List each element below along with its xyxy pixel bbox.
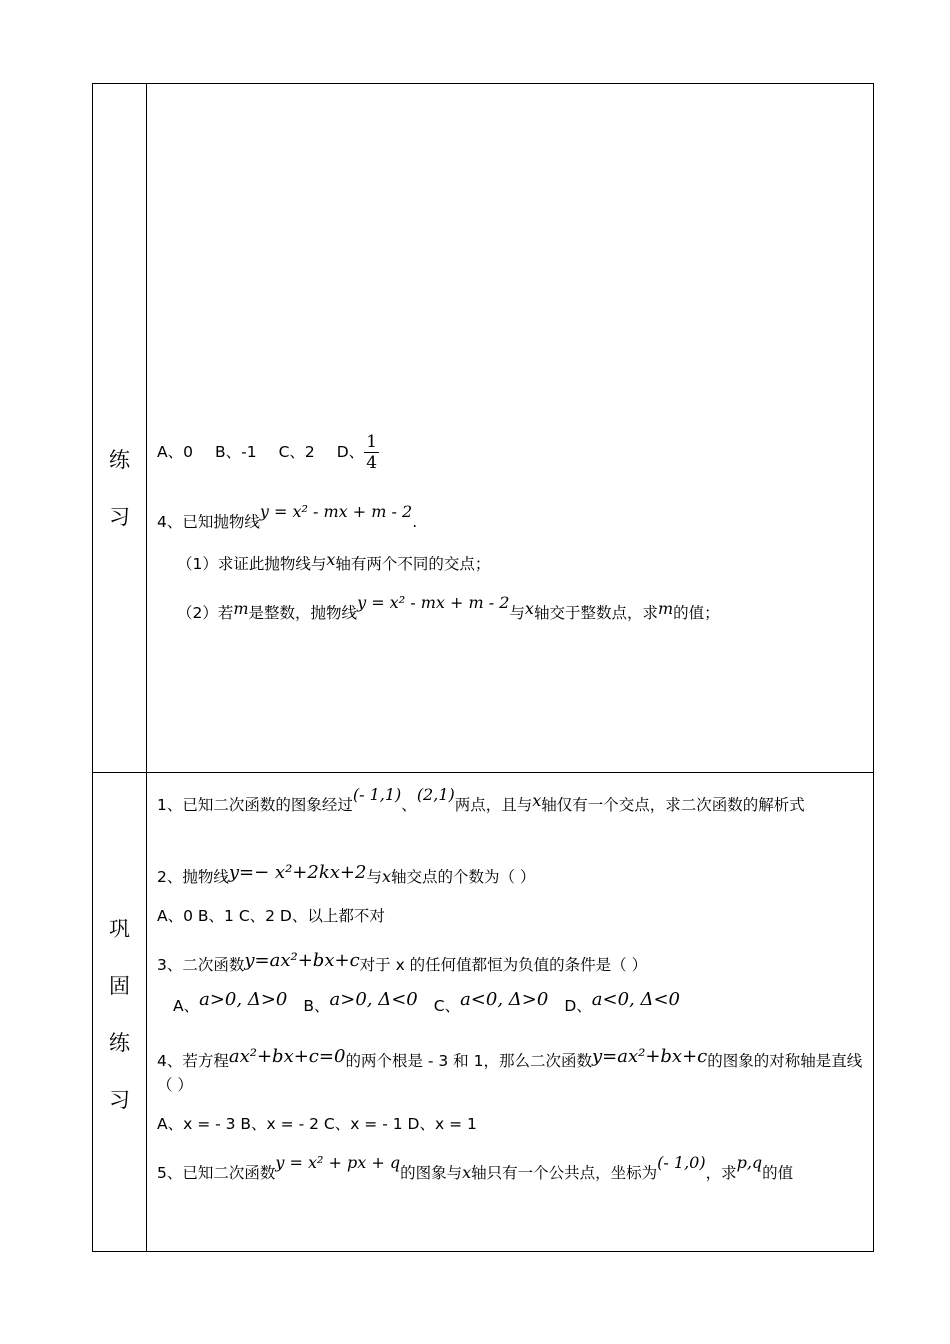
option-a: A、0 xyxy=(157,443,193,461)
option-b: a>0, Δ<0 xyxy=(329,989,418,1010)
q1-text: 1、已知二次函数的图象经过 xyxy=(157,796,353,814)
quadratic-formula: y=ax²+bx+c xyxy=(244,950,360,971)
consolidate-label-cell xyxy=(93,773,147,1252)
q4-text: 4、若方程 xyxy=(157,1052,229,1070)
worksheet-table xyxy=(92,83,874,1252)
practice-q4-intro xyxy=(157,502,863,534)
consolidate-q1 xyxy=(157,785,863,817)
var-x: x xyxy=(326,550,336,569)
vars-pq: p,q xyxy=(736,1153,763,1172)
q4-p1-text-end: 轴有两个不同的交点； xyxy=(335,555,491,573)
consolidate-q3 xyxy=(157,950,863,977)
q4-end: . xyxy=(412,513,418,531)
q4-p2-text: 轴交于整数点，求 xyxy=(533,604,658,622)
q4-p2-text: 是整数，抛物线 xyxy=(248,604,358,622)
q4-text: 的两个根是 - 3 和 1，那么二次函数 xyxy=(345,1052,592,1070)
consolidate-content xyxy=(147,773,874,1252)
point-2: (2,1) xyxy=(416,785,455,804)
consolidate-row xyxy=(93,773,874,1252)
consolidate-label-char: 练 xyxy=(109,1031,130,1055)
consolidate-q4-options: A、x = - 3 B、x = - 2 C、x = - 1 D、x = 1 xyxy=(157,1115,477,1133)
parabola-formula: y = x² - mx + m - 2 xyxy=(357,593,510,612)
q5-text: 的图象与 xyxy=(400,1164,463,1182)
q4-p2-text: 与 xyxy=(509,604,525,622)
option-d: a<0, Δ<0 xyxy=(591,989,681,1010)
consolidate-q2-options: A、0 B、1 C、2 D、以上都不对 xyxy=(157,907,385,925)
practice-q4-part1 xyxy=(177,552,863,576)
option-d-label: D、 xyxy=(564,997,592,1015)
var-x: x xyxy=(532,791,542,810)
q4-intro-text: 4、已知抛物线 xyxy=(157,513,260,531)
quadratic-formula: y = x² + px + q xyxy=(275,1153,401,1172)
practice-content xyxy=(147,84,874,773)
var-m: m xyxy=(233,599,249,618)
option-c-label: C、 xyxy=(433,997,461,1015)
practice-label-char: 练 xyxy=(109,448,130,472)
practice-label-cell xyxy=(93,84,147,773)
fraction-denominator: 4 xyxy=(366,453,378,473)
q5-text: 5、已知二次函数 xyxy=(157,1164,276,1182)
q4-p1-text: （1）求证此抛物线与 xyxy=(177,555,327,573)
q1-sep: 、 xyxy=(401,796,417,814)
var-x: x xyxy=(381,867,391,886)
var-m: m xyxy=(657,599,674,618)
q4-text: 的图象的对称轴是直线（ ） xyxy=(157,1052,863,1094)
q1-text: 两点，且与 xyxy=(454,796,533,814)
consolidate-label-char: 固 xyxy=(109,974,130,998)
option-c: a<0, Δ>0 xyxy=(460,989,549,1010)
var-x: x xyxy=(462,1163,472,1182)
parabola-formula: y = x² - mx + m - 2 xyxy=(259,502,413,521)
q4-p2-text-end: 的值； xyxy=(673,604,720,622)
var-x: x xyxy=(524,599,534,618)
q3-text: 对于 x 的任何值都恒为负值的条件是（ ） xyxy=(359,956,648,974)
q5-text: 轴只有一个公共点，坐标为 xyxy=(471,1164,658,1182)
practice-q3-options xyxy=(157,432,863,473)
practice-label-char: 习 xyxy=(109,505,130,529)
point-1: (- 1,1) xyxy=(352,785,402,804)
q2-text: 与 xyxy=(366,868,382,886)
option-a: a>0, Δ>0 xyxy=(199,989,288,1010)
q1-text: 轴仅有一个交点，求二次函数的解析式 xyxy=(541,796,805,814)
q4-p2-text: （2）若 xyxy=(177,604,234,622)
consolidate-label-char: 巩 xyxy=(109,917,130,941)
option-b-label: B、 xyxy=(303,997,330,1015)
q2-text: 轴交点的个数为（ ） xyxy=(390,868,536,886)
parabola-formula: y=− x²+2kx+2 xyxy=(228,862,367,883)
option-b: B、-1 xyxy=(214,443,257,461)
fraction-numerator: 1 xyxy=(366,432,378,452)
q5-text: 的值 xyxy=(762,1164,794,1182)
consolidate-q5 xyxy=(157,1153,863,1185)
point: (- 1,0) xyxy=(657,1153,706,1172)
practice-q4-part2 xyxy=(177,593,863,625)
consolidate-q2 xyxy=(157,862,863,889)
option-d-prefix: D、 xyxy=(336,443,365,461)
q5-text: ，求 xyxy=(705,1164,737,1182)
q3-text: 3、二次函数 xyxy=(157,956,245,974)
option-c: C、2 xyxy=(278,443,315,461)
quadratic-equation: ax²+bx+c=0 xyxy=(228,1046,346,1067)
consolidate-q3-options xyxy=(173,989,863,1018)
quadratic-formula: y=ax²+bx+c xyxy=(591,1046,708,1067)
fraction-one-quarter xyxy=(364,432,379,473)
practice-row xyxy=(93,84,874,773)
option-a-label: A、 xyxy=(173,997,200,1015)
q2-text: 2、抛物线 xyxy=(157,868,229,886)
consolidate-q4 xyxy=(157,1046,863,1097)
consolidate-label-char: 习 xyxy=(109,1088,130,1112)
